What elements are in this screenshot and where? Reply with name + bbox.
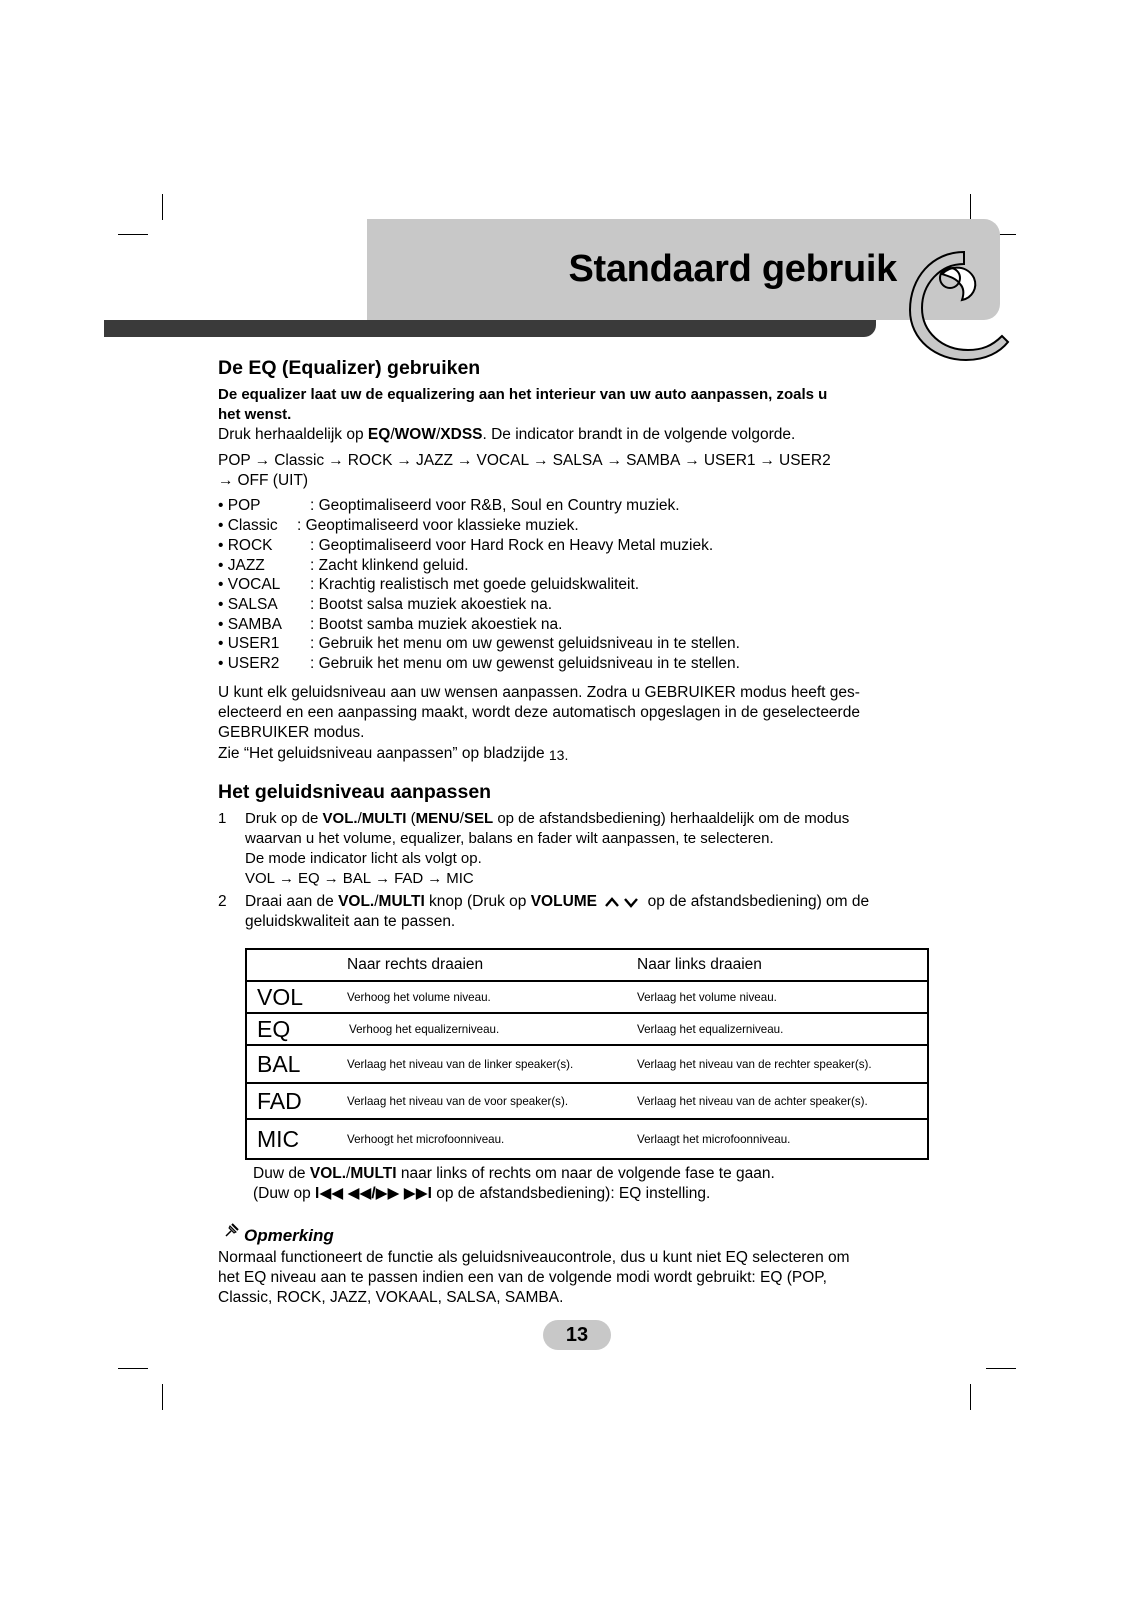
page-number: 13 [543, 1320, 611, 1350]
arrow-right-icon: → [218, 472, 234, 489]
table-row [246, 981, 928, 1013]
arrow-right-icon: → [396, 452, 412, 469]
arrow-right-icon: → [427, 870, 443, 887]
user-mode-paragraph: U kunt elk geluidsniveau aan uw wensen aanpassen. Zodra u GEBRUIKER modus heeft ges- electeerd en een aanpassing maakt, wordt deze automatisch opgeslagen in de geselecteerde GEBRUIKER modus. Zie “Het geluidsniveau aanpassen” op bladzijde 13. [218, 684, 860, 763]
eq-intro-line: het wenst. [218, 406, 292, 423]
table-row [246, 1045, 928, 1083]
note-title: Opmerking [244, 1226, 334, 1245]
header-rule [104, 320, 876, 337]
level-section-heading: Het geluidsniveau aanpassen [218, 781, 492, 803]
crop-mark [118, 1368, 148, 1369]
crop-mark [970, 194, 971, 220]
arrow-right-icon: → [457, 452, 473, 469]
volume-up-down-icon [603, 895, 641, 909]
table-header-row [246, 949, 928, 981]
arrow-right-icon: → [375, 870, 391, 887]
table-mode-cell: MIC [257, 1125, 300, 1152]
table-mode-cell: BAL [246, 1045, 347, 1083]
arrow-right-icon: → [606, 452, 623, 469]
arrow-right-icon: → [684, 452, 700, 469]
table-cell: Verhoog het equalizerniveau. [347, 1013, 637, 1045]
table-cell: Verhoogt het microfoonniveau. [347, 1132, 505, 1146]
table-cell: Verlaag het niveau van de rechter speaker(s). [637, 1045, 928, 1083]
eq-press-instruction: Druk herhaaldelijk op EQ/WOW/XDSS. De indicator brandt in de volgende volgorde. [218, 426, 796, 443]
xdss-key-label: XDSS [440, 426, 483, 443]
skip-buttons-icon: I◀◀ ◀◀/▶▶ ▶▶I [315, 1185, 432, 1202]
eq-section-heading: De EQ (Equalizer) gebruiken [218, 357, 481, 379]
table-cell [246, 949, 347, 981]
table-cell: Verlaag het niveau van de voor speaker(s). [347, 1083, 637, 1119]
column-header-right: Naar rechts draaien [347, 949, 637, 981]
after-table-text: Duw de VOL./MULTI naar links of rechts om naar de volgende fase te gaan. (Duw op I◀◀ ◀◀/▶▶ ▶▶I op de afstandsbediening): EQ instelling. [253, 1165, 775, 1202]
eq-sequence: POP → Classic → ROCK → JAZZ → VOCAL → SALSA → SAMBA → USER1 → USER2 [218, 452, 831, 469]
arrow-right-icon: → [759, 452, 776, 469]
note-body: Normaal functioneert de functie als geluidsniveaucontrole, dus u kunt niet EQ selecteren om het EQ niveau aan te passen indien een van de volgende modi wordt gebruikt: EQ (POP, Classic, ROCK, JAZZ, VOKAAL, SALSA, SAMBA. [218, 1249, 850, 1306]
table-row [246, 1119, 928, 1159]
crop-mark [162, 194, 163, 220]
table-cell: Verlaag het volume niveau. [637, 981, 928, 1013]
table-mode-cell: VOL [246, 981, 347, 1013]
crop-mark [118, 234, 148, 235]
page-reference: 13. [548, 747, 569, 763]
eq-key-label: EQ [367, 426, 391, 443]
adjustment-table [245, 948, 929, 1160]
arrow-right-icon: → [279, 870, 295, 887]
table-row [246, 1083, 928, 1119]
note-heading [244, 1226, 334, 1247]
arrow-right-icon: → [323, 870, 339, 887]
page-title: Standaard gebruik [568, 248, 897, 290]
table-mode-cell: FAD [246, 1083, 347, 1119]
table-cell: Verlaagt het microfoonniveau. [637, 1132, 791, 1146]
crop-mark [970, 1384, 971, 1410]
arrow-right-icon: → [328, 452, 344, 469]
column-header-left: Naar links draaien [637, 949, 928, 981]
table-mode-cell: EQ [246, 1013, 347, 1045]
pushpin-icon [222, 1222, 240, 1240]
chapter-swirl-icon [902, 248, 1012, 364]
eq-intro [218, 385, 827, 425]
mode-sequence: VOL → EQ → BAL → FAD → MIC [245, 870, 474, 887]
eq-intro-line: De equalizer laat uw de equalizering aan het interieur van uw auto aanpassen, zoals u [218, 386, 828, 403]
arrow-right-icon: → [254, 452, 271, 469]
eq-sequence-end: → OFF (UIT) [218, 472, 309, 489]
table-cell: Verlaag het niveau van de achter speaker(s). [637, 1083, 928, 1119]
table-cell: Verlaag het niveau van de linker speaker(s). [347, 1045, 637, 1083]
crop-mark [162, 1384, 163, 1410]
wow-key-label: WOW [394, 426, 436, 443]
table-cell: Verlaag het equalizerniveau. [637, 1013, 928, 1045]
table-cell: Verhoog het volume niveau. [347, 981, 637, 1013]
crop-mark [986, 1368, 1016, 1369]
arrow-right-icon: → [533, 452, 549, 469]
table-row [246, 1013, 928, 1045]
